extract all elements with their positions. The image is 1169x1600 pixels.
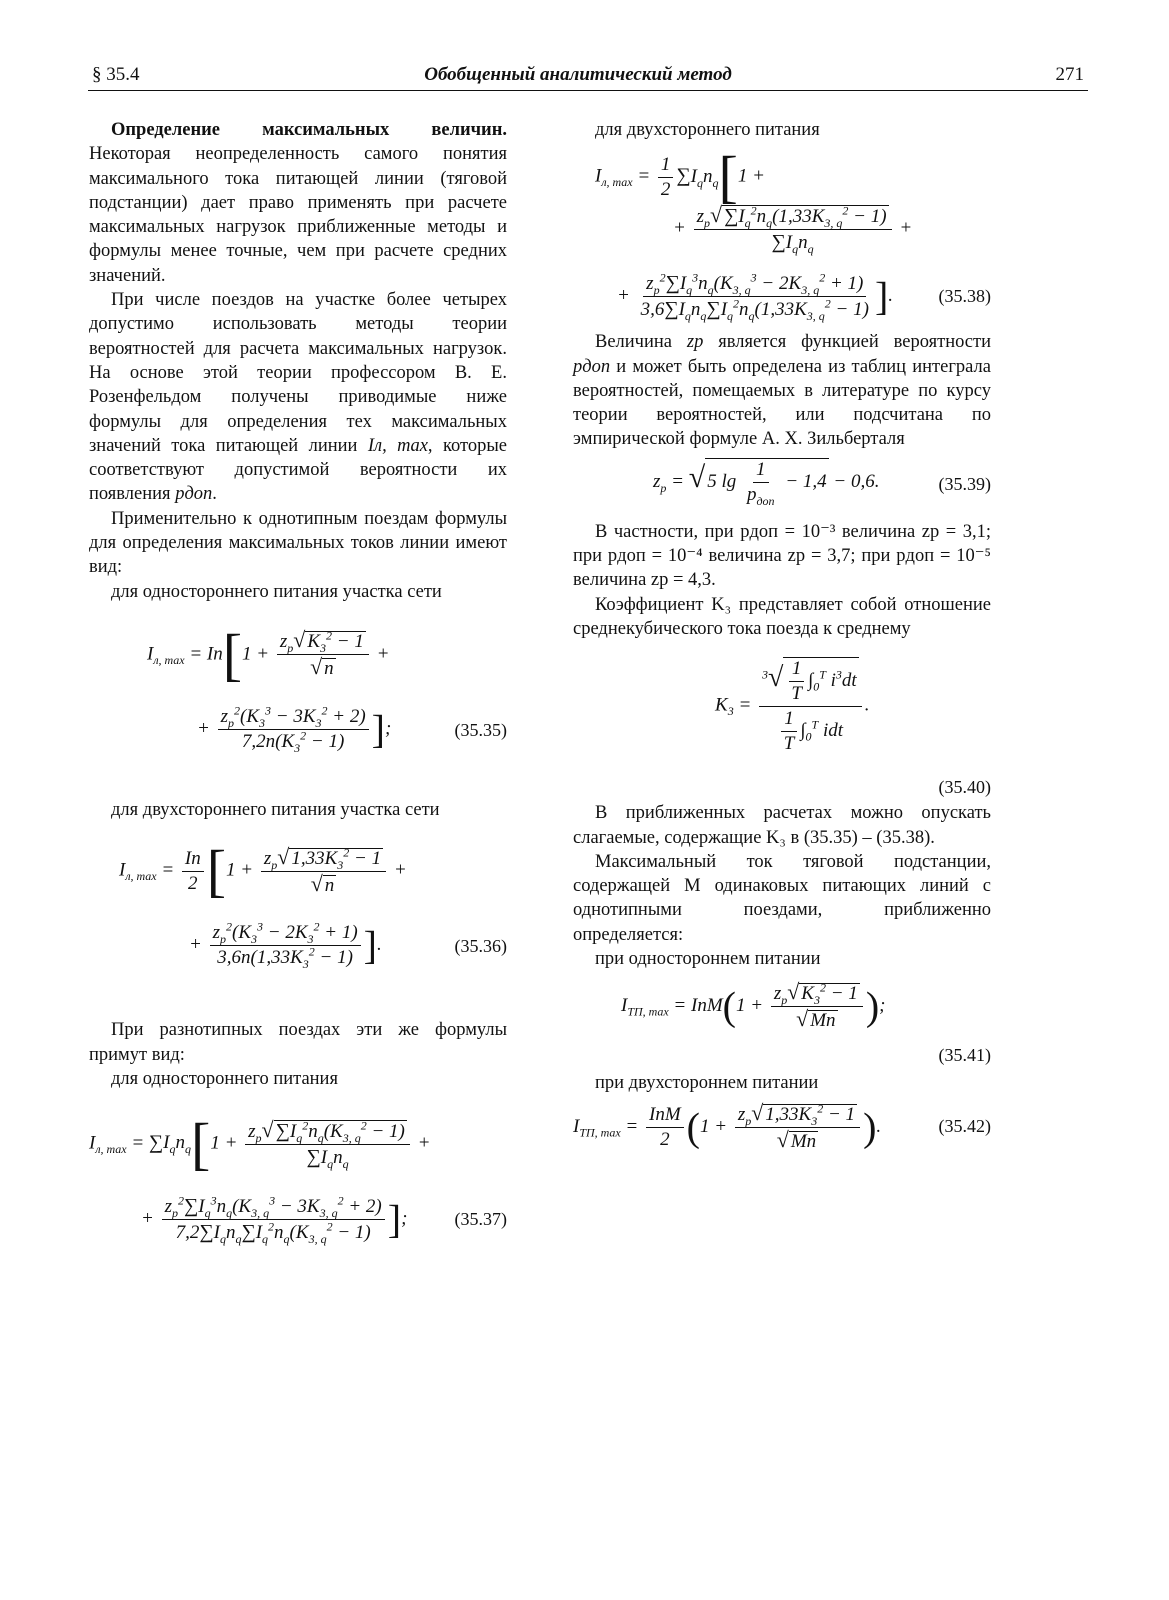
equation-35-37: $I_{л, max} = \sum I_qn_q[1$ + $\frac{z_p√ \sum I_q^2n_q(K_{3, q}^2 - 1)}{\sum I_qn_q}$ + + $\frac{z_p^2\sum I_q^3n_q(K_{3, q}^3 - 3K_{3, q}^2 + 2)}{7,2\sum I_qn_q\sum I_q^2n_q(K_{3, q}^2 - 1)}$ ]; (35.37) (89, 1111, 507, 1246)
equation-number: (35.40) (938, 777, 991, 798)
paragraph: Определение максимальных величин. Некоторая неопределенность самого понятия максимального тока питающей линии (тяговой подстанции) дает право применять при расчете максимальных нагрузок приближенные методы и формулы менее точные, чем при расчете средних значений. (89, 120, 507, 286)
paragraph: Коэффициент K₃ представляет собой отношение среднекубического тока поезда к среднему (573, 594, 991, 639)
equation-35-39: $z_p$ = √ 5 lg $\frac{1}{p_{доп}}$ − 1,4 − 0,6. (35.39) (653, 458, 991, 508)
paragraph: для одностороннего питания участка сети (111, 581, 442, 602)
right-column (573, 118, 991, 1162)
paragraph: при двухстороннем питании (595, 1073, 819, 1094)
paragraph: В частности, при pдоп = 10⁻³ величина zp = 3,1; при pдоп = 10⁻⁴ величина zp = 3,7; при pдоп = 10⁻⁵ величина zp = 4,3. (573, 521, 991, 591)
equation-35-38: $I_{л, max}$ = $\frac{1}{2}$ $\sum I_qn_q[1$ + + $\frac{z_p√ \sum I_q^2n_q(1,33K_{3, q}^2 - 1)}{\sum I_qn_q}$ + + $\frac{z_p^2\sum I_q^3n_q(K_{3, q}^3 - 2K_{3, q}^2 + 1)}{3,6\sum I_qn_q\sum I_q^2n_q(1,33K_{3, q}^2 - 1)}$ ]. (35.38) (595, 144, 991, 324)
section-number: § 35.4 (92, 64, 140, 85)
paragraph: при одностороннем питании (595, 949, 821, 970)
paragraph: для двухстороннего питания (595, 120, 820, 140)
equation-number: (35.39) (938, 473, 991, 494)
running-title: Обобщенный аналитический метод (424, 64, 732, 85)
equation-35-36: $I_{л, max}$ = $\frac{In}{2}$ [1 + $\frac{z_p√ 1,33K_3^2 - 1}{√ n}$ + + $\frac{z_p^2(K_3^3 - 2K_3^2 + 1)}{3,6n(1,33K_3^2 - 1)}$ ]. (35.36) (119, 838, 507, 972)
equation-number: (35.37) (454, 1209, 507, 1230)
page-number: 271 (1055, 64, 1084, 85)
paragraph: В приближенных расчетах можно опускать слагаемые, содержащие K₃ в (35.35) – (35.38). (573, 803, 991, 848)
equation-35-40: $K_3$ = $^3$√ $\frac{1}{T}$ $\int_0^T$ $i^3dt$ $\frac{1}{T}$ $\int_0^T$ idt . (35.40) (573, 647, 991, 801)
paragraph: для одностороннего питания (111, 1068, 338, 1089)
paragraph: Максимальный ток тяговой подстанции, содержащей M одинаковых питающих линий с однотипными поездами, приближенно определяется: (573, 851, 991, 945)
equation-number: (35.42) (938, 1115, 991, 1136)
equation-number: (35.41) (938, 1045, 991, 1066)
paragraph-lead: Определение максимальных величин. (111, 120, 507, 140)
equation-number: (35.38) (938, 286, 991, 307)
paragraph: Величина zp является функцией вероятности pдоп и может быть определена из таблиц интеграла вероятностей, помещаемых в литературе по курсу теории вероятностей, или подсчитана по эмпирической формуле А. Х. Зильберталя (573, 332, 992, 450)
left-column (89, 118, 507, 1265)
equation-35-35: $I_{л, max} = In[1$ + $\frac{z_p√ K_3^2 - 1}{√ n}$ + + $\frac{z_p^2(K_3^3 - 3K_3^2 + 2)}{7,2n(K_3^2 - 1)}$ ]; (35.35) (147, 621, 507, 755)
paragraph: При разнотипных поездах эти же формулы примут вид: (89, 1020, 507, 1065)
paragraph: для двухстороннего питания участка сети (111, 799, 440, 820)
equation-number: (35.36) (454, 936, 507, 957)
paragraph: При числе поездов на участке более четырех допустимо использовать методы теории вероятностей для расчета максимальных нагрузок. На основе этой теории профессором В. Е. Розенфельдом получены приводимые ниже формулы для определения тех максимальных значений тока питающей линии Iл, max, которые соответствуют допустимой вероятности их появления pдоп. (89, 290, 507, 505)
equation-number: (35.35) (454, 719, 507, 740)
equation-35-42: $I_{ТП, max}$ = $\frac{\text{InM}}{2}$ (1 + $\frac{z_p√ 1,33K_3^2 - 1}{√ Mn}$ ). (35.42) (573, 1099, 991, 1152)
paragraph: Применительно к однотипным поездам формулы для определения максимальных токов линии имеют вид: (89, 508, 507, 578)
running-header (88, 62, 1088, 91)
equation-35-41: $I_{ТП, max} = InM(1$ + $\frac{z_p√ K_3^2 - 1}{√ Mn}$ ); (35.41) (573, 981, 991, 1065)
